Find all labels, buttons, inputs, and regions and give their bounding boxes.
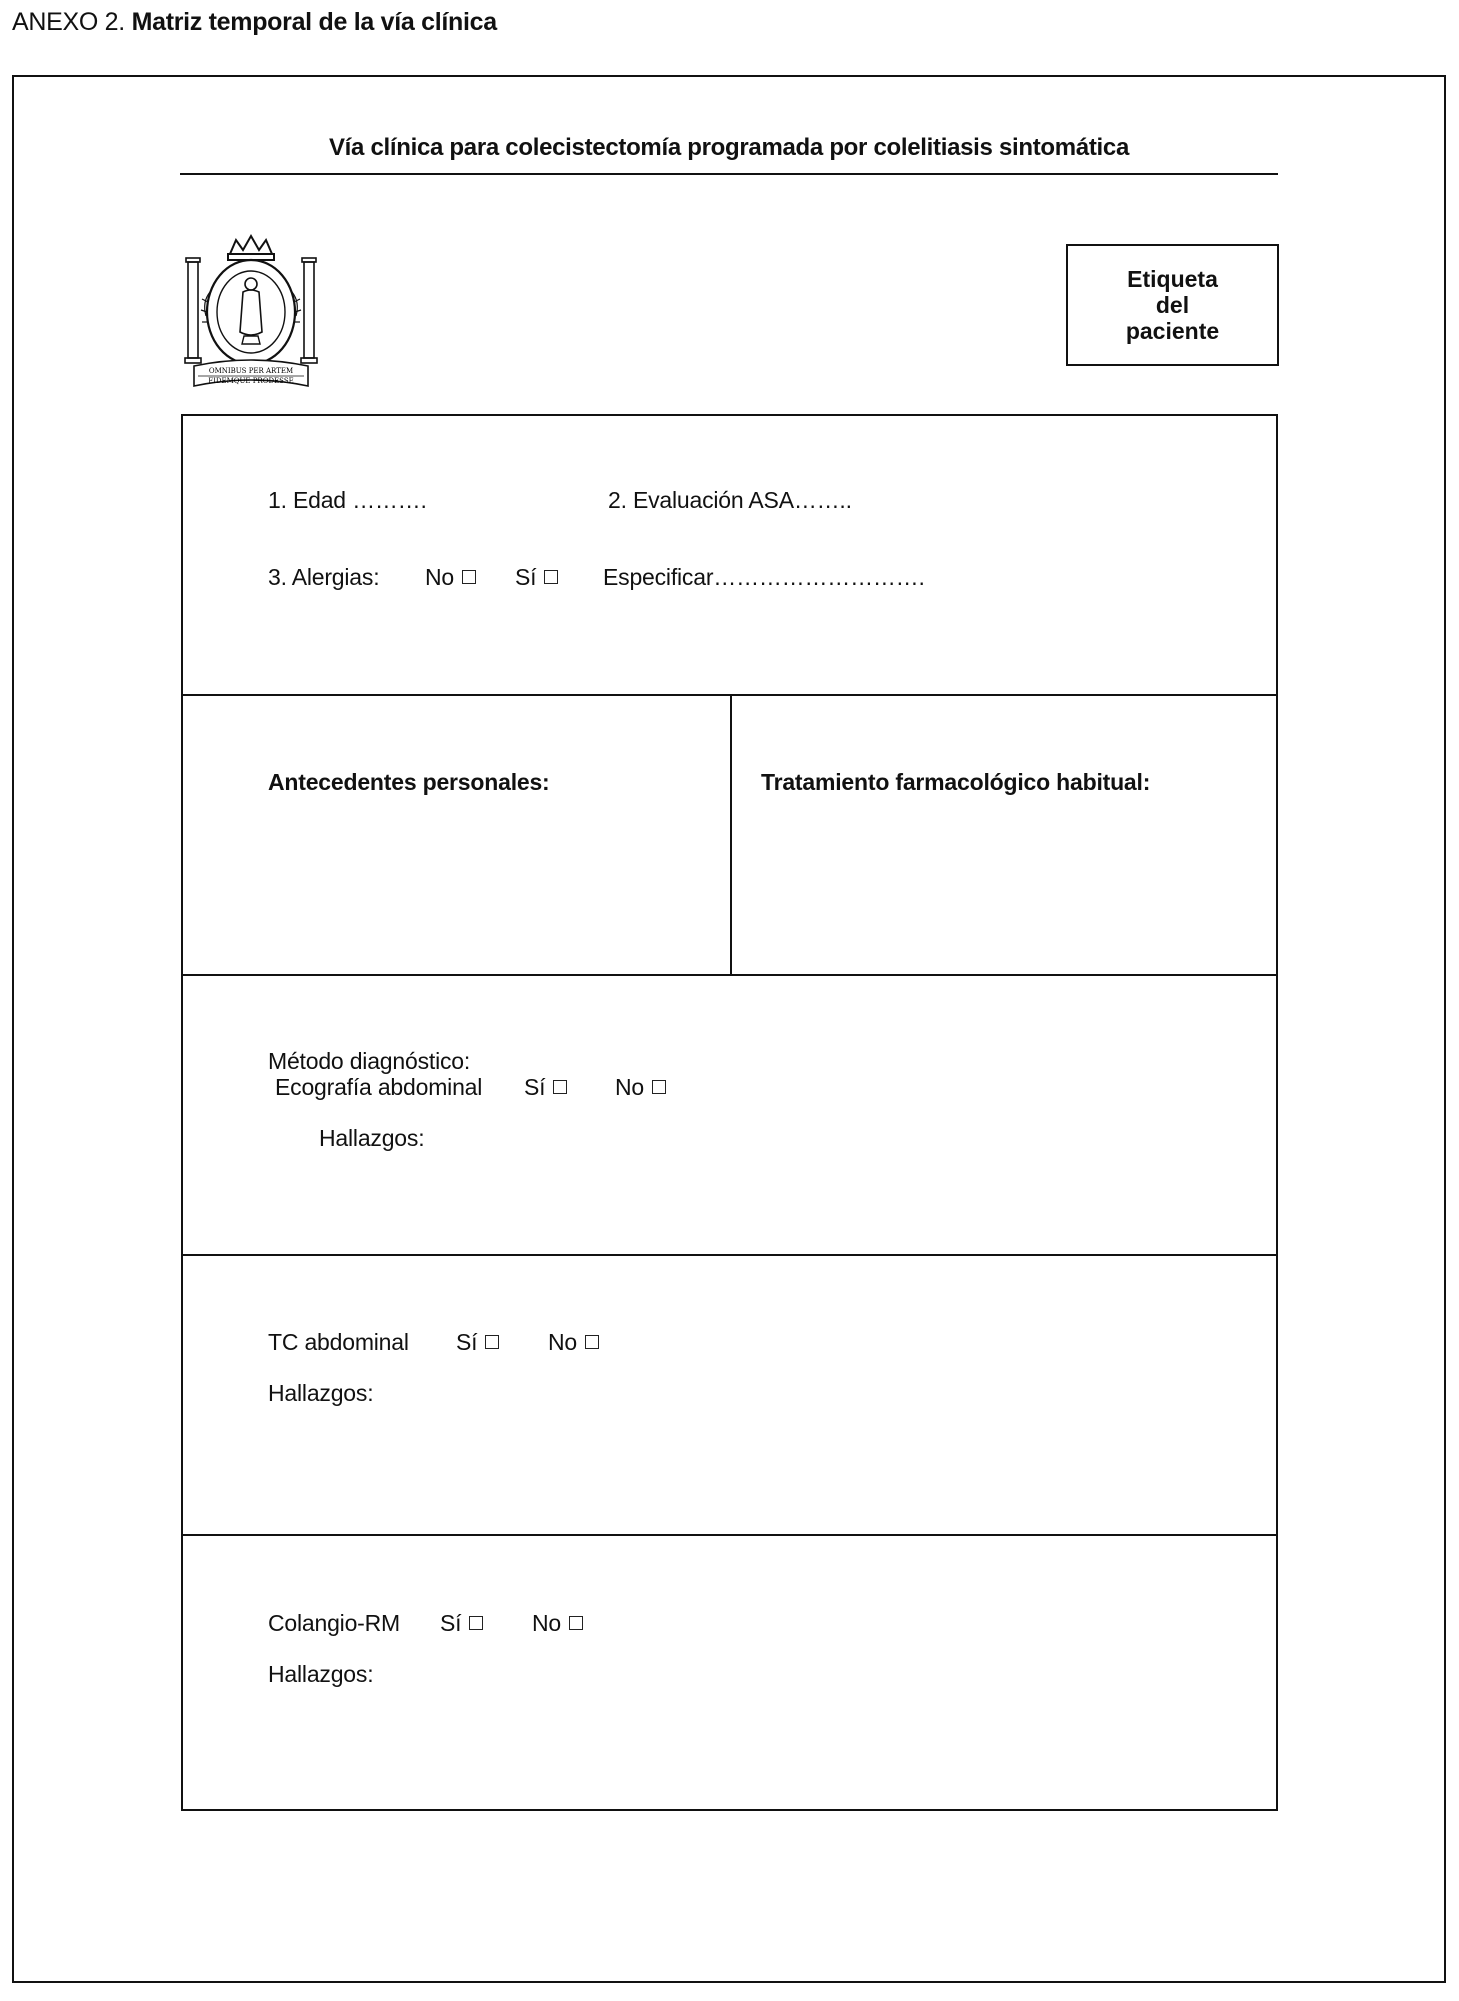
ultrasound-yes-label: Sí	[524, 1074, 546, 1100]
allergies-no-label: No	[425, 564, 455, 590]
ct-yes-label: Sí	[456, 1329, 478, 1355]
title-rule	[180, 173, 1278, 175]
ultrasound-no-label: No	[615, 1074, 645, 1100]
allergies-yes-checkbox[interactable]	[544, 570, 558, 584]
ct-label: TC abdominal	[268, 1329, 409, 1355]
ct-findings-label[interactable]: Hallazgos:	[268, 1380, 374, 1406]
section-ultrasound	[183, 974, 1276, 1254]
allergies-yes-label: Sí	[515, 564, 537, 590]
mri-findings-label[interactable]: Hallazgos:	[268, 1661, 374, 1687]
section-mri	[183, 1534, 1276, 1811]
asa-field[interactable]: 2. Evaluación ASA……..	[608, 487, 852, 513]
logo-motto-line1: OMNIBUS PER ARTEM	[208, 367, 294, 375]
allergies-specify-field[interactable]: Especificar……………………….	[603, 564, 925, 590]
section-history	[183, 694, 1276, 974]
annex-title: Matriz temporal de la vía clínica	[131, 8, 497, 36]
section-general	[183, 416, 1276, 694]
personal-history-label: Antecedentes personales:	[268, 769, 550, 795]
ultrasound-no-option[interactable]	[615, 1074, 666, 1101]
mri-yes-option[interactable]	[440, 1610, 483, 1637]
ct-yes-option[interactable]	[456, 1329, 499, 1356]
allergies-label: 3. Alergias:	[268, 564, 380, 590]
diagnostic-method-label: Método diagnóstico:	[268, 1048, 471, 1074]
mri-yes-label: Sí	[440, 1610, 462, 1636]
mri-no-checkbox[interactable]	[569, 1616, 583, 1630]
ct-yes-checkbox[interactable]	[485, 1335, 499, 1349]
column-divider	[730, 696, 732, 974]
logo-motto-line2: FIDEMQUE PRODESSE	[208, 377, 294, 385]
usual-treatment-label: Tratamiento farmacológico habitual:	[761, 769, 1151, 795]
allergies-no-checkbox[interactable]	[462, 570, 476, 584]
ultrasound-label: Ecografía abdominal	[275, 1074, 483, 1100]
allergies-yes-option[interactable]	[515, 564, 558, 591]
ct-no-label: No	[548, 1329, 578, 1355]
ct-no-option[interactable]	[548, 1329, 599, 1356]
ultrasound-no-checkbox[interactable]	[652, 1080, 666, 1094]
section-ct	[183, 1254, 1276, 1534]
patient-label-text: Etiqueta del paciente	[1125, 266, 1220, 344]
annex-number: ANEXO 2.	[12, 8, 125, 36]
ultrasound-findings-label[interactable]: Hallazgos:	[319, 1125, 425, 1151]
patient-label-box[interactable]	[1066, 244, 1279, 366]
form-title: Vía clínica para colecistectomía programada por colelitiasis sintomática	[328, 134, 1130, 161]
mri-label: Colangio-RM	[268, 1610, 401, 1636]
ct-no-checkbox[interactable]	[585, 1335, 599, 1349]
ultrasound-yes-checkbox[interactable]	[553, 1080, 567, 1094]
document-heading	[12, 8, 497, 37]
ultrasound-yes-option[interactable]	[524, 1074, 567, 1101]
society-seal-icon	[180, 232, 322, 390]
mri-no-label: No	[532, 1610, 562, 1636]
mri-yes-checkbox[interactable]	[469, 1616, 483, 1630]
age-field[interactable]: 1. Edad ……….	[268, 487, 427, 513]
mri-no-option[interactable]	[532, 1610, 583, 1637]
allergies-no-option[interactable]	[425, 564, 476, 591]
form-grid	[181, 414, 1278, 1811]
